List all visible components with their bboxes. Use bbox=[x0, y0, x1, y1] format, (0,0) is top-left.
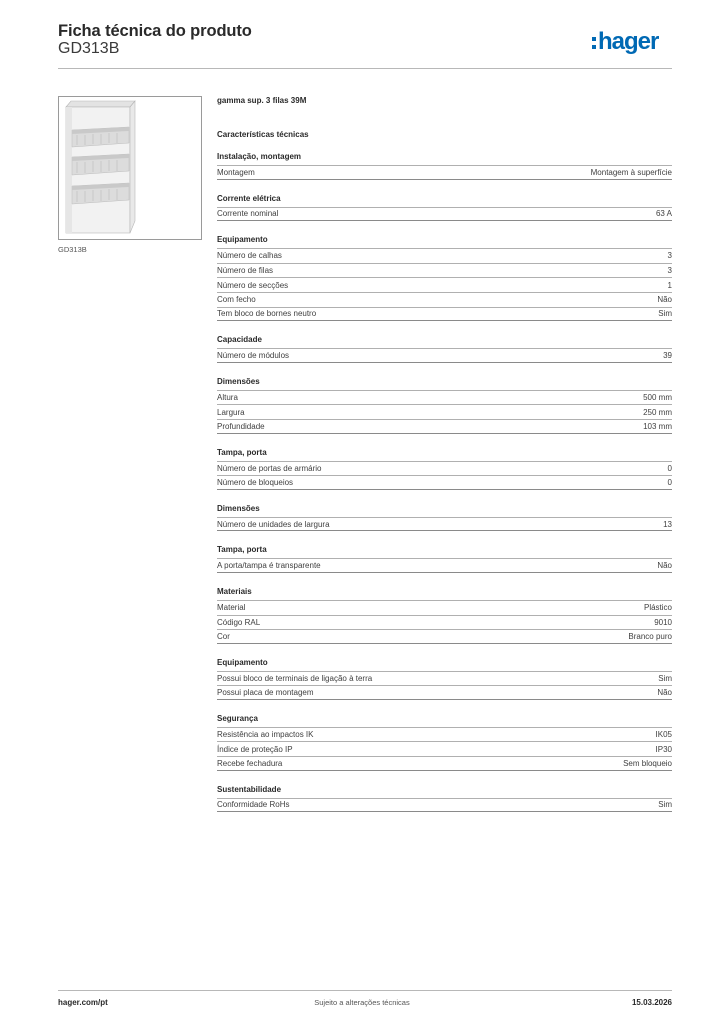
section-title: Dimensões bbox=[217, 376, 260, 386]
spec-row bbox=[217, 404, 672, 419]
section-title: Capacidade bbox=[217, 335, 262, 345]
section-title: Instalação, montagem bbox=[217, 152, 302, 161]
spec-label: Largura bbox=[217, 407, 245, 417]
spec-value: Não bbox=[657, 688, 672, 698]
section-title: Dimensões bbox=[217, 503, 260, 513]
spec-label: Resistência ao impactos IK bbox=[217, 730, 314, 740]
spec-section bbox=[217, 531, 672, 573]
spec-rows bbox=[217, 390, 672, 434]
section-title: Segurança bbox=[217, 713, 258, 723]
spec-label: Conformidade RoHs bbox=[217, 800, 290, 810]
spec-rows bbox=[217, 517, 672, 532]
spec-section bbox=[217, 180, 672, 222]
spec-row bbox=[217, 475, 672, 490]
tech-characteristics-title: Características técnicas bbox=[217, 130, 309, 139]
spec-row bbox=[217, 798, 672, 813]
spec-label: Número de portas de armário bbox=[217, 463, 322, 473]
spec-label: Número de módulos bbox=[217, 350, 290, 360]
spec-label: A porta/tampa é transparente bbox=[217, 561, 321, 571]
spec-section bbox=[217, 490, 672, 532]
spec-rows bbox=[217, 165, 672, 180]
spec-row bbox=[217, 248, 672, 263]
spec-value: 13 bbox=[663, 519, 672, 529]
spec-value: Sim bbox=[658, 800, 672, 810]
spec-value: 3 bbox=[667, 266, 672, 276]
page-title: Ficha técnica do produto bbox=[58, 22, 252, 40]
spec-label: Tem bloco de bornes neutro bbox=[217, 309, 317, 319]
footer-website[interactable]: hager.com/pt bbox=[58, 998, 108, 1007]
product-image-caption: GD313B bbox=[58, 245, 87, 254]
spec-value: 3 bbox=[667, 251, 672, 261]
spec-section bbox=[217, 434, 672, 490]
distribution-board-icon bbox=[59, 97, 201, 239]
spec-label: Número de calhas bbox=[217, 251, 282, 261]
spec-row bbox=[217, 629, 672, 644]
spec-rows bbox=[217, 798, 672, 813]
spec-section bbox=[217, 573, 672, 644]
spec-row bbox=[217, 277, 672, 292]
spec-row bbox=[217, 741, 672, 756]
spec-label: Número de filas bbox=[217, 266, 274, 276]
header-divider bbox=[58, 68, 672, 69]
spec-value: Não bbox=[657, 295, 672, 305]
spec-section bbox=[217, 700, 672, 771]
spec-value: Sim bbox=[658, 309, 672, 319]
spec-row bbox=[217, 671, 672, 686]
spec-value: IP30 bbox=[655, 744, 672, 754]
spec-label: Com fecho bbox=[217, 295, 256, 305]
section-title: Sustentabilidade bbox=[217, 784, 282, 794]
spec-rows bbox=[217, 461, 672, 490]
spec-rows bbox=[217, 727, 672, 771]
spec-row bbox=[217, 685, 672, 700]
spec-label: Número de unidades de largura bbox=[217, 519, 330, 529]
spec-value: 39 bbox=[663, 350, 672, 360]
spec-section bbox=[217, 363, 672, 434]
spec-section bbox=[217, 771, 672, 813]
spec-row bbox=[217, 390, 672, 405]
spec-value: 0 bbox=[667, 477, 672, 487]
spec-label: Código RAL bbox=[217, 617, 261, 627]
spec-value: Sem bloqueio bbox=[623, 758, 672, 768]
spec-section bbox=[217, 321, 672, 363]
spec-row bbox=[217, 307, 672, 322]
footer-note: Sujeito a alterações técnicas bbox=[314, 998, 410, 1007]
spec-row bbox=[217, 263, 672, 278]
spec-row bbox=[217, 600, 672, 615]
spec-row bbox=[217, 615, 672, 630]
spec-rows bbox=[217, 558, 672, 573]
spec-label: Montagem bbox=[217, 167, 255, 177]
spec-value: 103 mm bbox=[643, 421, 672, 431]
spec-value: 250 mm bbox=[643, 407, 672, 417]
spec-row bbox=[217, 165, 672, 180]
spec-value: 9010 bbox=[654, 617, 672, 627]
spec-rows bbox=[217, 248, 672, 321]
spec-content bbox=[217, 96, 672, 812]
spec-row bbox=[217, 558, 672, 573]
spec-section bbox=[217, 644, 672, 700]
section-title: Tampa, porta bbox=[217, 545, 267, 555]
spec-rows bbox=[217, 207, 672, 222]
product-code: GD313B bbox=[58, 40, 120, 57]
spec-label: Cor bbox=[217, 631, 230, 641]
product-image-frame bbox=[58, 96, 202, 240]
spec-rows bbox=[217, 348, 672, 363]
spec-section bbox=[217, 144, 672, 180]
section-title: Materiais bbox=[217, 586, 252, 596]
spec-value: 0 bbox=[667, 463, 672, 473]
spec-row bbox=[217, 292, 672, 307]
section-title: Corrente elétrica bbox=[217, 193, 281, 203]
spec-sections bbox=[217, 144, 672, 812]
spec-label: Material bbox=[217, 603, 246, 613]
spec-label: Altura bbox=[217, 393, 238, 403]
spec-label: Profundidade bbox=[217, 421, 265, 431]
range-name: gamma sup. 3 filas 39M bbox=[217, 96, 307, 105]
spec-row bbox=[217, 348, 672, 363]
spec-rows bbox=[217, 600, 672, 644]
section-title: Equipamento bbox=[217, 657, 268, 667]
spec-row bbox=[217, 756, 672, 771]
spec-label: Possui bloco de terminais de ligação à terra bbox=[217, 673, 373, 683]
footer-date: 15.03.2026 bbox=[631, 998, 672, 1007]
spec-section bbox=[217, 221, 672, 321]
spec-value: Plástico bbox=[643, 603, 672, 613]
hager-logo bbox=[592, 28, 658, 56]
spec-value: 63 A bbox=[655, 209, 672, 219]
spec-row bbox=[217, 207, 672, 222]
spec-label: Número de secções bbox=[217, 280, 289, 290]
spec-row bbox=[217, 461, 672, 476]
spec-row bbox=[217, 727, 672, 742]
spec-value: 500 mm bbox=[643, 393, 672, 403]
spec-value: Montagem à superfície bbox=[590, 167, 672, 177]
spec-value: Branco puro bbox=[628, 631, 672, 641]
logo-dots-icon bbox=[592, 37, 596, 49]
spec-value: 1 bbox=[667, 280, 672, 290]
spec-value: Não bbox=[657, 561, 672, 571]
spec-label: Possui placa de montagem bbox=[217, 688, 314, 698]
spec-value: Sim bbox=[658, 673, 672, 683]
section-title: Equipamento bbox=[217, 235, 268, 245]
spec-label: Corrente nominal bbox=[217, 209, 279, 219]
spec-value: IK05 bbox=[655, 730, 672, 740]
spec-rows bbox=[217, 671, 672, 700]
spec-row bbox=[217, 517, 672, 532]
section-title: Tampa, porta bbox=[217, 447, 267, 457]
spec-label: Recebe fechadura bbox=[217, 758, 283, 768]
logo-text: hager bbox=[598, 28, 659, 55]
spec-row bbox=[217, 419, 672, 434]
spec-label: Número de bloqueios bbox=[217, 477, 294, 487]
footer-divider bbox=[58, 990, 672, 991]
spec-label: Índice de proteção IP bbox=[217, 744, 293, 754]
